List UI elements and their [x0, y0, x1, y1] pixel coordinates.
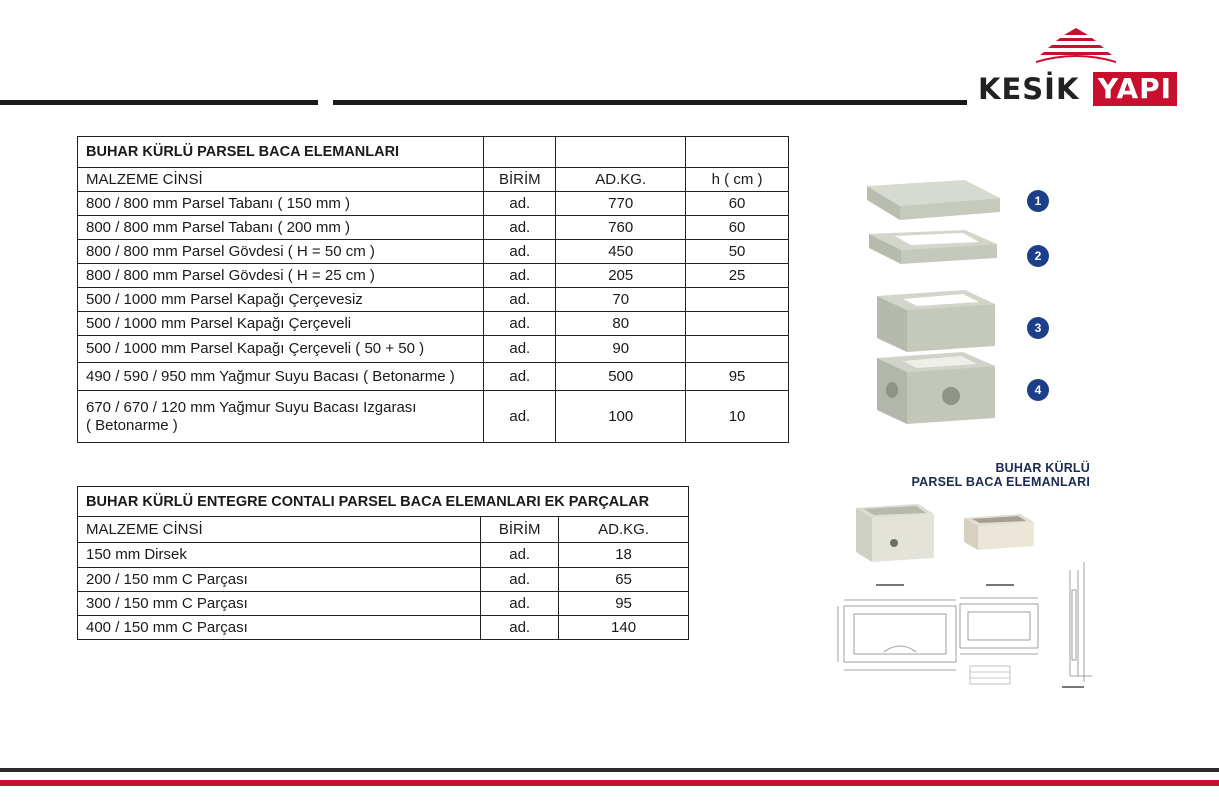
table-row	[78, 312, 789, 336]
badge-3: 3	[1027, 317, 1049, 339]
cell-weight: 760	[556, 216, 686, 240]
roof-icon	[1036, 28, 1116, 64]
brand-name-kesik: KESİK	[978, 72, 1080, 106]
cell-weight: 70	[556, 288, 686, 312]
table-row	[78, 363, 789, 391]
cell-material: 500 / 1000 mm Parsel Kapağı Çerçeveli	[78, 312, 484, 336]
header-rule-left	[0, 100, 318, 105]
cell-height: 60	[686, 216, 789, 240]
table-row	[78, 216, 789, 240]
cell-unit: ad.	[484, 192, 556, 216]
concrete-elements-illustration	[855, 178, 1005, 428]
table-row	[78, 391, 789, 443]
table-header-row	[78, 517, 689, 543]
table-row	[78, 616, 689, 640]
cell-weight: 140	[559, 616, 689, 640]
cell-height	[686, 336, 789, 363]
badge-4: 4	[1027, 379, 1049, 401]
cell-material-line2: ( Betonarme )	[86, 416, 178, 434]
table-title-row	[78, 487, 689, 517]
cell-unit: ad.	[484, 264, 556, 288]
cell-height	[686, 288, 789, 312]
cell-unit: ad.	[484, 240, 556, 264]
cell-unit: ad.	[481, 592, 559, 616]
parsel-baca-table	[77, 136, 789, 443]
table-row	[78, 288, 789, 312]
drawing-title-line1: BUHAR KÜRLÜ	[995, 461, 1090, 475]
cell-weight: 770	[556, 192, 686, 216]
col-header-unit: BİRİM	[484, 168, 556, 192]
col-header-weight: AD.KG.	[559, 517, 689, 543]
col-header-material: MALZEME CİNSİ	[78, 168, 484, 192]
cell-weight: 95	[559, 592, 689, 616]
ek-parcalar-table	[77, 486, 689, 640]
cell-material: 500 / 1000 mm Parsel Kapağı Çerçevesiz	[78, 288, 484, 312]
table-title: BUHAR KÜRLÜ ENTEGRE CONTALI PARSEL BACA ELEMANLARI EK PARÇALAR	[78, 487, 689, 517]
table-header-row	[78, 168, 789, 192]
table-row	[78, 192, 789, 216]
header-rule-right	[333, 100, 967, 105]
cell-unit: ad.	[484, 336, 556, 363]
cell-material: 800 / 800 mm Parsel Gövdesi ( H = 50 cm )	[78, 240, 484, 264]
cell-unit: ad.	[481, 616, 559, 640]
table-row	[78, 568, 689, 592]
cell-height: 50	[686, 240, 789, 264]
cell-material	[78, 391, 484, 443]
cell-unit: ad.	[484, 216, 556, 240]
col-header-weight: AD.KG.	[556, 168, 686, 192]
badge-1: 1	[1027, 190, 1049, 212]
badge-2: 2	[1027, 245, 1049, 267]
cell-unit: ad.	[481, 568, 559, 592]
cell-unit: ad.	[484, 288, 556, 312]
col-header-material: MALZEME CİNSİ	[78, 517, 481, 543]
technical-drawing	[834, 500, 1096, 700]
cell-material: 800 / 800 mm Parsel Tabanı ( 150 mm )	[78, 192, 484, 216]
cell-unit: ad.	[484, 312, 556, 336]
cell-height: 25	[686, 264, 789, 288]
table-row	[78, 336, 789, 363]
cell-weight: 90	[556, 336, 686, 363]
cell-material: 500 / 1000 mm Parsel Kapağı Çerçeveli ( 50 + 50 )	[78, 336, 484, 363]
cell-material: 300 / 150 mm C Parçası	[78, 592, 481, 616]
cell-material: 490 / 590 / 950 mm Yağmur Suyu Bacası ( Betonarme )	[78, 363, 484, 391]
table-row	[78, 592, 689, 616]
cell-weight: 205	[556, 264, 686, 288]
cell-unit: ad.	[484, 391, 556, 443]
cell-weight: 500	[556, 363, 686, 391]
cell-weight: 80	[556, 312, 686, 336]
cell-weight: 18	[559, 543, 689, 568]
cell-weight: 100	[556, 391, 686, 443]
cell-height	[686, 312, 789, 336]
col-header-height: h ( cm )	[686, 168, 789, 192]
cell-material: 200 / 150 mm C Parçası	[78, 568, 481, 592]
cell-weight: 450	[556, 240, 686, 264]
cell-height: 10	[686, 391, 789, 443]
cell-height: 95	[686, 363, 789, 391]
cell-material: 150 mm Dirsek	[78, 543, 481, 568]
cell-unit: ad.	[484, 363, 556, 391]
cell-material: 800 / 800 mm Parsel Tabanı ( 200 mm )	[78, 216, 484, 240]
drawing-title	[900, 461, 1090, 489]
table-title: BUHAR KÜRLÜ PARSEL BACA ELEMANLARI	[78, 137, 484, 168]
brand-logo	[978, 28, 1183, 108]
product-exploded-view	[855, 178, 1065, 428]
cell-material: 400 / 150 mm C Parçası	[78, 616, 481, 640]
drawing-title-line2: PARSEL BACA ELEMANLARI	[911, 475, 1090, 489]
col-header-unit: BİRİM	[481, 517, 559, 543]
table-row	[78, 543, 689, 568]
cell-height: 60	[686, 192, 789, 216]
table-row	[78, 240, 789, 264]
footer-rule-dark	[0, 768, 1219, 772]
cell-material-line1: 670 / 670 / 120 mm Yağmur Suyu Bacası Izgarası	[86, 398, 417, 416]
footer-rule-red	[0, 780, 1219, 786]
cell-material: 800 / 800 mm Parsel Gövdesi ( H = 25 cm )	[78, 264, 484, 288]
brand-name-yapi: YAPI	[1093, 72, 1177, 106]
table-title-row	[78, 137, 789, 168]
cell-unit: ad.	[481, 543, 559, 568]
table-row	[78, 264, 789, 288]
cell-weight: 65	[559, 568, 689, 592]
